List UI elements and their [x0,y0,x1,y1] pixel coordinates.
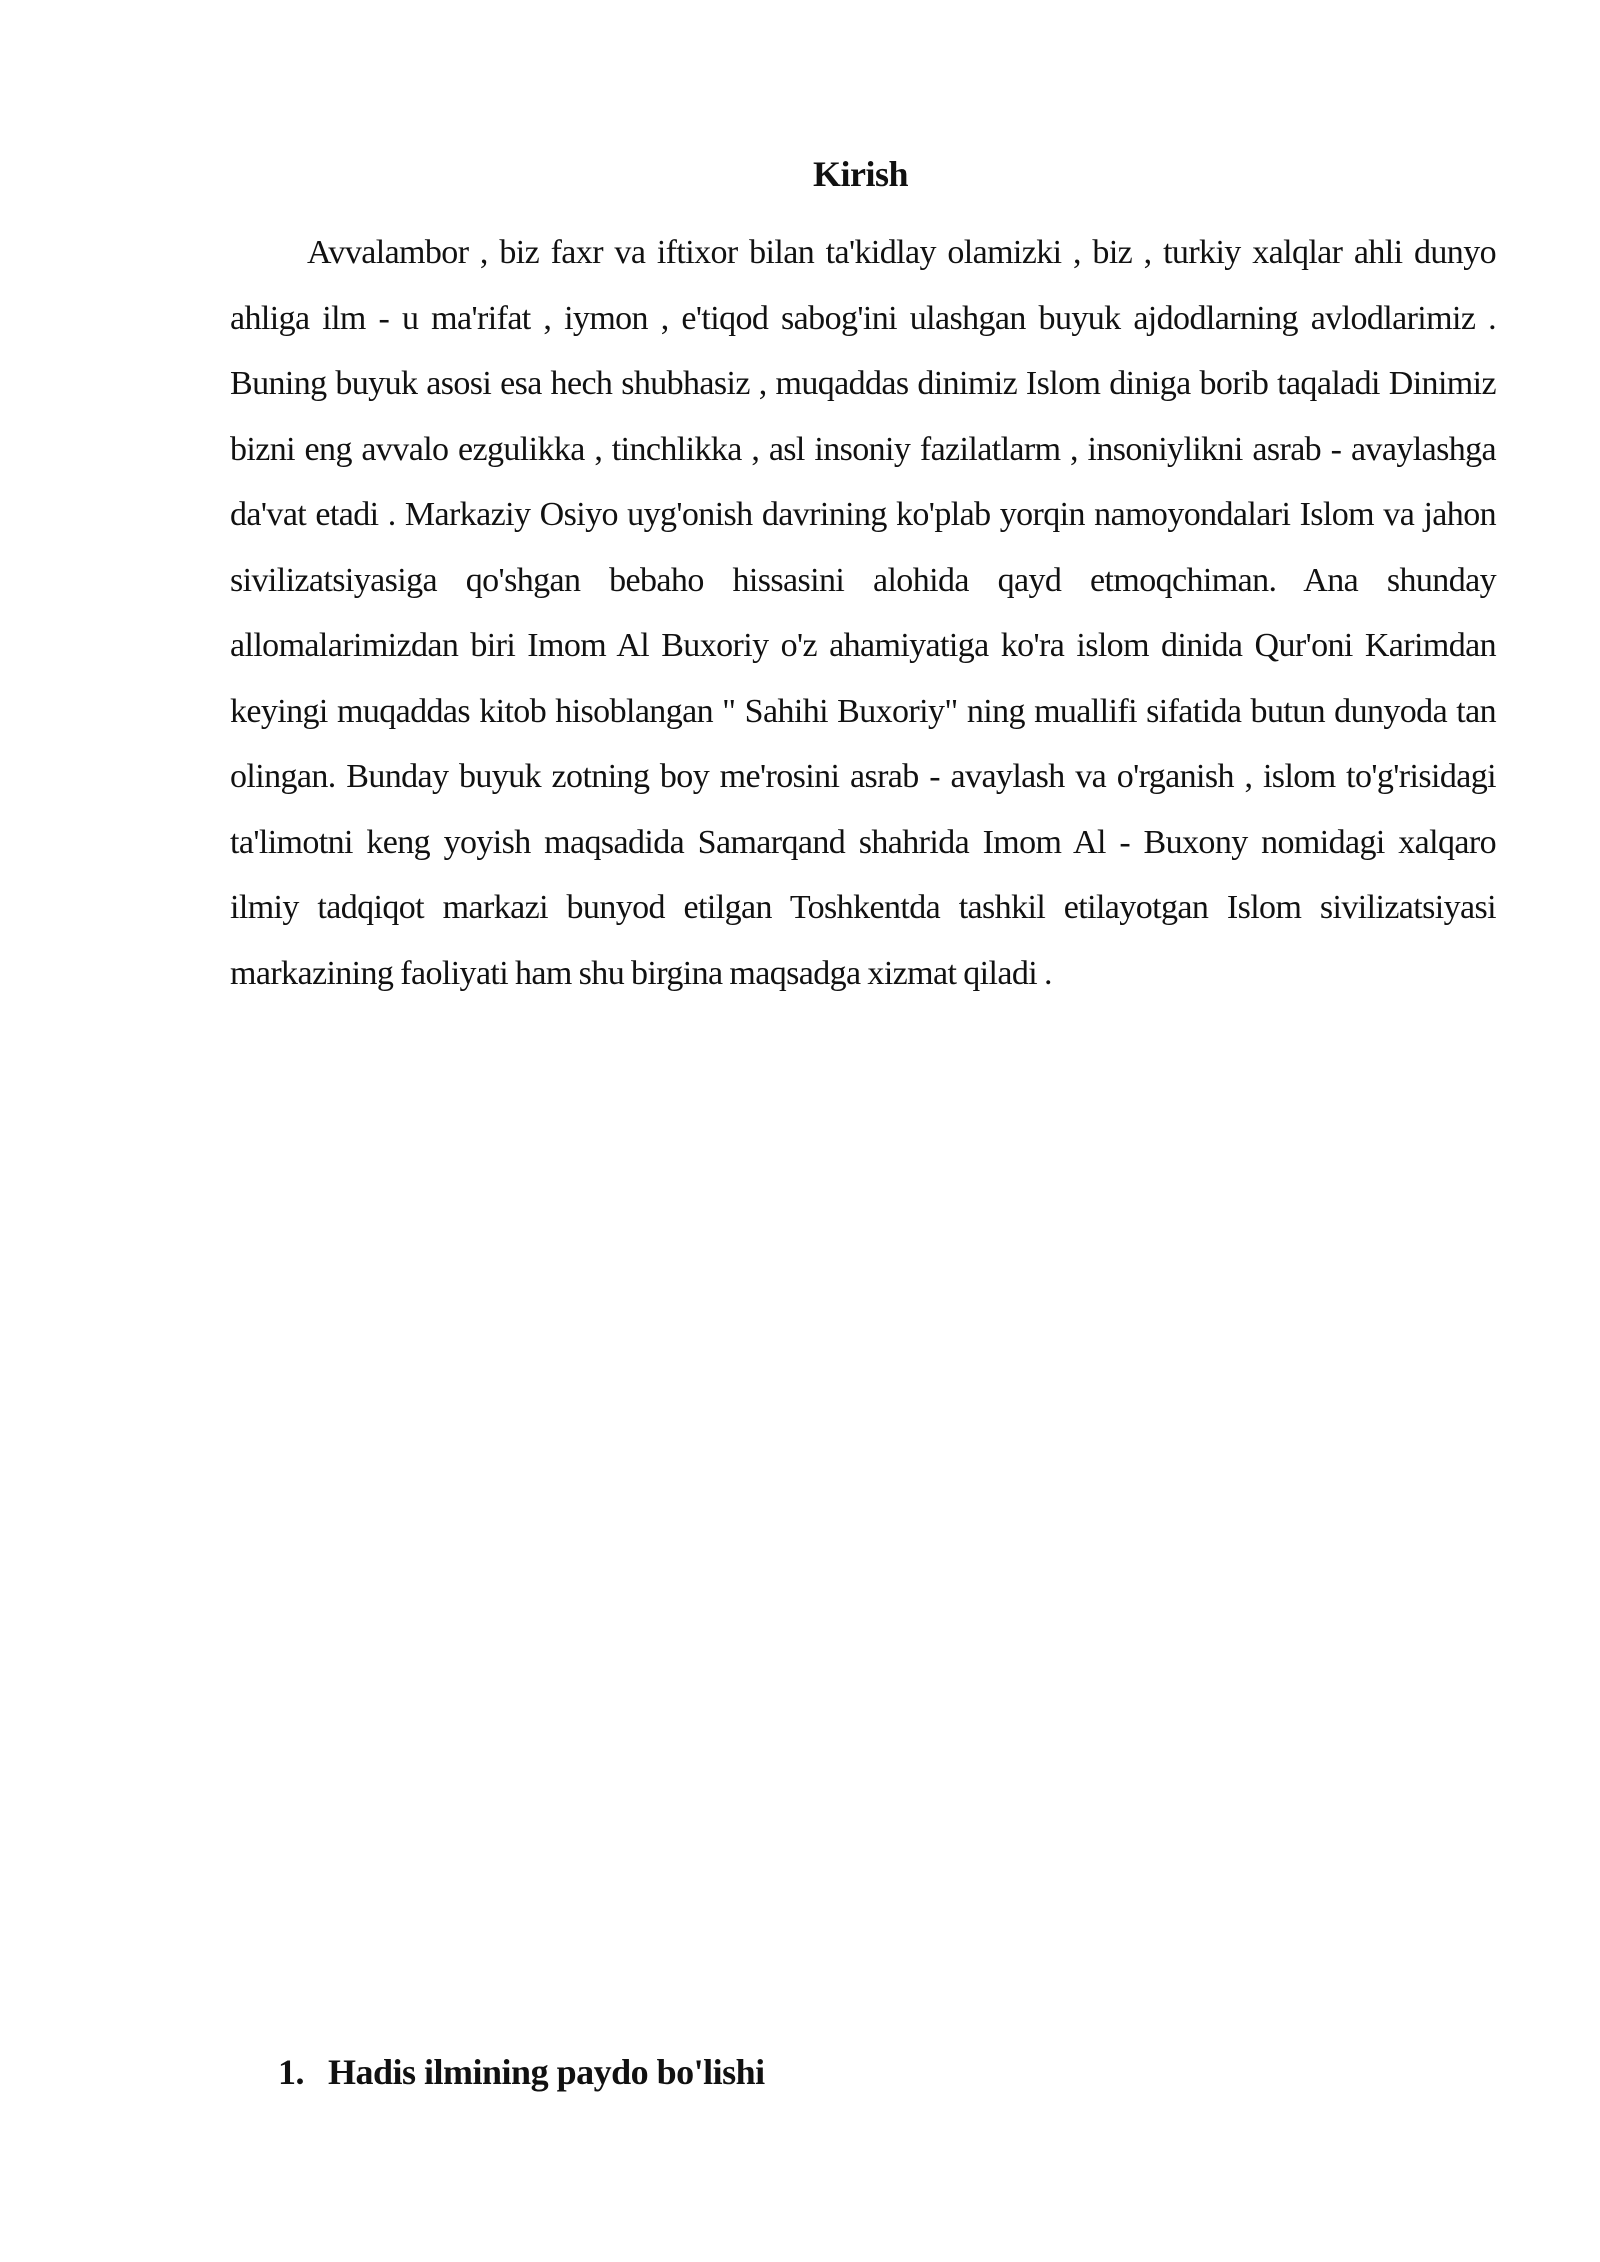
page-title: Kirish [812,154,908,194]
section-heading [278,2048,765,2096]
section-title: Hadis ilmining paydo bo'lishi [328,2052,765,2092]
section-number: 1. [278,2052,304,2092]
intro-paragraph: Avvalambor , biz faxr va iftixor bilan ta'kidlay olamizki , biz , turkiy xalqlar ahli dunyo ahliga ilm - u ma'rifat , iymon , e'tiqod sabog'ini ulashgan buyuk ajdodlarning avlodlarimiz . Buning buyuk asosi esa hech shubhasiz , muqaddas dinimiz Islom diniga borib taqaladi Dinimiz bizni eng avvalo ezgulikka , tinchlikka , asl insoniy fazilatlarm , insoniylikni asrab - avaylashga da'vat etadi . Markaziy Osiyo uyg'onish davrining ko'plab yorqin namoyondalari Islom va jahon sivilizatsiyasiga qo'shgan bebaho hissasini alohida qayd etmoqchiman. Ana shunday allomalarimizdan biri Imom Al Buxoriy o'z ahamiyatiga ko'ra islom dinida Qur'oni Karimdan keyingi muqaddas kitob hisoblangan " Sahihi Buxoriy" ning muallifi sifatida butun dunyoda tan olingan. Bunday buyuk zotning boy me'rosini asrab - avaylash va o'rganish , islom to'g'risidagi ta'limotni keng yoyish maqsadida Samarqand shahrida Imom Al - Buxony nomidagi xalqaro ilmiy tadqiqot markazi bunyod etilgan Toshkentda tashkil etilayotgan Islom sivilizatsiyasi markazining faoliyati ham shu birgina maqsadga xizmat qiladi . [230,234,1496,992]
